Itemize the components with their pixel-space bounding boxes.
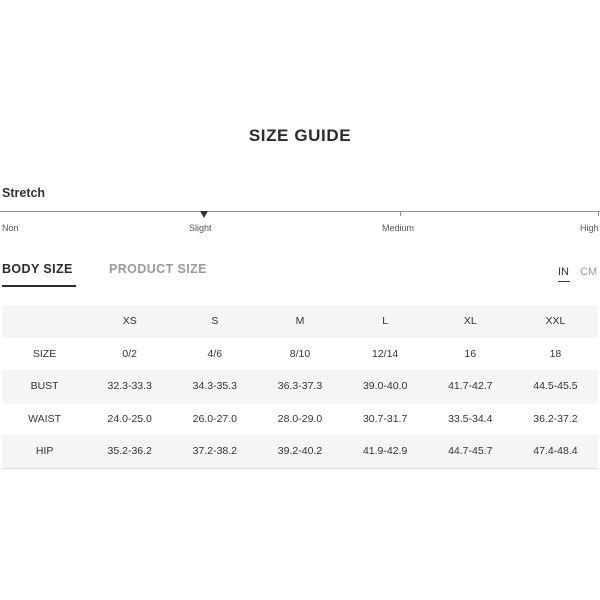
table-cell: 44.7-45.7 — [448, 445, 493, 458]
table-cell: 36.2-37.2 — [533, 412, 578, 425]
stretch-level-slight: Slight — [189, 223, 212, 233]
unit-toggle-in[interactable]: IN — [558, 266, 569, 278]
tab-body-size[interactable]: BODY SIZE — [2, 262, 73, 276]
size-table — [2, 305, 598, 469]
table-cell: 34.3-35.3 — [192, 380, 238, 393]
table-cell: 32.3-33.3 — [107, 380, 152, 393]
table-cell: 8/10 — [289, 347, 311, 360]
row-label: WAIST — [28, 412, 61, 425]
active-tab-indicator — [2, 285, 76, 287]
unit-toggle-cm[interactable]: CM — [580, 266, 598, 278]
stretch-tick-high — [598, 211, 599, 216]
table-cell: 35.2-36.2 — [107, 445, 152, 458]
table-cell: 12/14 — [371, 347, 399, 360]
table-cell: 4/6 — [207, 347, 223, 360]
stretch-label: Stretch — [2, 186, 46, 200]
table-cell: 39.2-40.2 — [277, 445, 323, 458]
stretch-level-non: Non — [2, 223, 19, 233]
table-cell: 39.0-40.0 — [362, 380, 408, 393]
table-header-cell: XXL — [545, 315, 566, 328]
table-row — [2, 403, 598, 436]
active-unit-indicator — [558, 281, 570, 282]
table-row — [2, 435, 598, 468]
table-cell: 0/2 — [122, 347, 138, 360]
stretch-marker-icon — [200, 211, 208, 218]
table-header-cell: S — [211, 315, 219, 328]
stretch-tick-medium — [400, 211, 401, 216]
table-cell: 41.9-42.9 — [362, 445, 408, 458]
table-cell: 18 — [549, 347, 562, 360]
stretch-scale — [0, 211, 600, 212]
tab-product-size[interactable]: PRODUCT SIZE — [109, 262, 207, 276]
table-header-row — [2, 305, 598, 338]
table-header-cell: XS — [122, 315, 137, 328]
table-cell: 33.5-34.4 — [448, 412, 493, 425]
table-row — [2, 370, 598, 403]
table-header-cell: XL — [463, 315, 477, 328]
table-cell: 47.4-48.4 — [533, 445, 578, 458]
table-header-cell: L — [382, 315, 389, 328]
row-label: SIZE — [32, 347, 57, 360]
table-cell: 44.5-45.5 — [533, 380, 578, 393]
table-cell: 28.0-29.0 — [277, 412, 323, 425]
table-cell: 16 — [464, 347, 477, 360]
stretch-level-medium: Medium — [382, 223, 415, 233]
table-cell: 30.7-31.7 — [362, 412, 408, 425]
table-cell: 41.7-42.7 — [448, 380, 493, 393]
table-cell: 37.2-38.2 — [192, 445, 238, 458]
table-row — [2, 338, 598, 371]
table-cell: 26.0-27.0 — [192, 412, 238, 425]
page-title: SIZE GUIDE — [248, 126, 352, 145]
row-label: BUST — [30, 380, 59, 393]
table-cell: 24.0-25.0 — [107, 412, 152, 425]
table-header-cell: M — [295, 315, 305, 328]
table-cell: 36.3-37.3 — [277, 380, 323, 393]
stretch-level-high: High — [580, 223, 599, 233]
table-header-cell — [2, 305, 87, 338]
row-label: HIP — [35, 445, 54, 458]
